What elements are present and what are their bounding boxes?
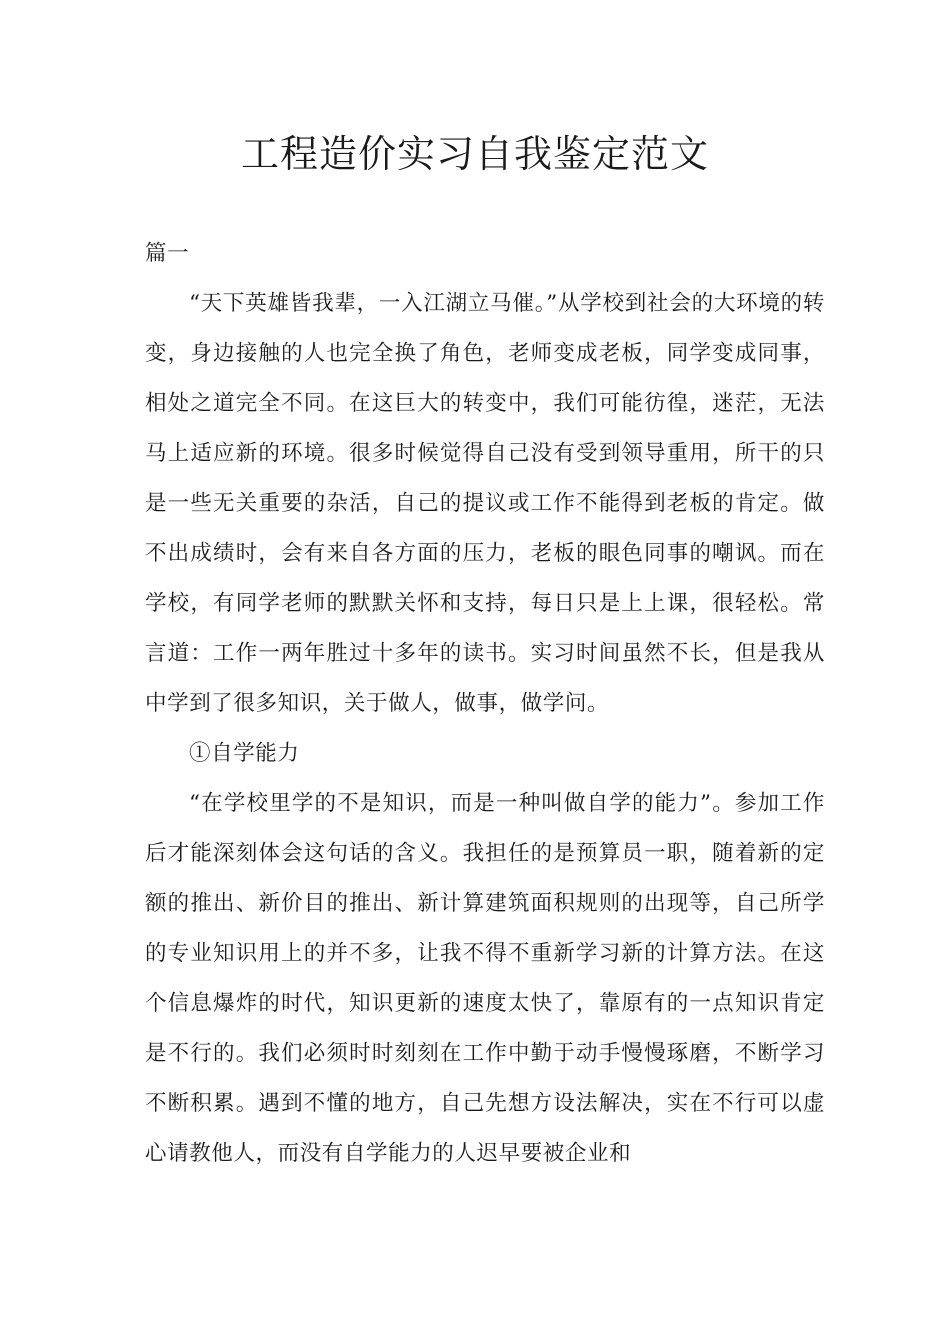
subheading-self-learning: ①自学能力: [189, 741, 300, 766]
document-body: [145, 229, 825, 1179]
paragraph-intro: “天下英雄皆我辈，一入江湖立马催。”从学校到社会的大环境的转变，身边接触的人也完全换了角色，老师变成老板，同学变成同事，相处之道完全不同。在这巨大的转变中，我们可能彷徨，迷茫，无法马上适应新的环境。很多时候觉得自己没有受到领导重用，所干的只是一些无关重要的杂活，自己的提议或工作不能得到老板的肯定。做不出成绩时，会有来自各方面的压力，老板的眼色同事的嘲讽。而在学校，有同学老师的默默关怀和支持，每日只是上上课，很轻松。常言道：工作一两年胜过十多年的读书。实习时间虽然不长，但是我从中学到了很多知识，关于做人，做事，做学问。: [145, 291, 825, 716]
document-title: 工程造价实习自我鉴定范文: [240, 132, 709, 176]
paragraph-self-learning: “在学校里学的不是知识，而是一种叫做自学的能力”。参加工作后才能深刻体会这句话的含义。我担任的是预算员一职，随着新的定额的推出、新价目的推出、新计算建筑面积规则的出现等，自己所学的专业知识用上的并不多，让我不得不重新学习新的计算方法。在这个信息爆炸的时代，知识更新的速度太快了，靠原有的一点知识肯定是不行的。我们必须时时刻刻在工作中勤于动手慢慢琢磨，不断学习不断积累。遇到不懂的地方，自己先想方设法解决，实在不行可以虚心请教他人，而没有自学能力的人迟早要被企业和: [145, 791, 825, 1166]
section-label: 篇一: [145, 241, 190, 266]
